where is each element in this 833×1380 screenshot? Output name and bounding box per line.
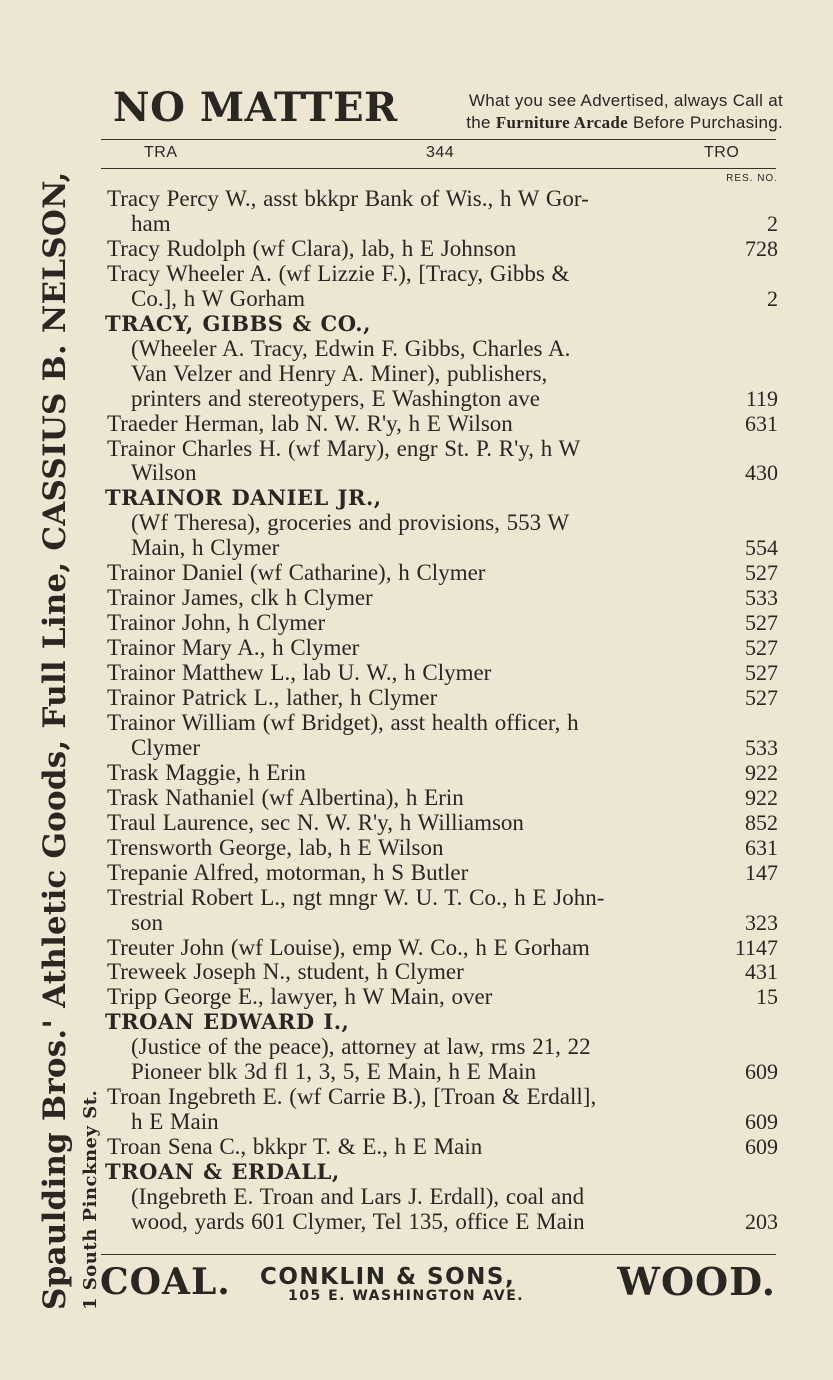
entry-text: Co.], h W Gorham: [131, 285, 305, 311]
residence-number: 15: [756, 984, 778, 1010]
residence-number: 609: [745, 1109, 778, 1135]
directory-line: [107, 860, 468, 885]
side-advertisement: Spaulding Bros.' Athletic Goods, Full Line, CASSIUS B. NELSON,: [37, 171, 73, 1310]
directory-line: [107, 835, 444, 860]
directory-line: [107, 984, 492, 1009]
residence-number: 554: [745, 535, 778, 561]
entry-text: son: [131, 909, 163, 935]
residence-number: 2: [767, 210, 778, 236]
directory-line: [131, 460, 197, 485]
directory-line: [131, 735, 200, 760]
directory-line: [107, 1084, 596, 1109]
directory-line: [131, 1034, 591, 1059]
entry-text: ham: [131, 210, 171, 236]
entry-heading: [105, 485, 382, 510]
directory-line: [107, 560, 485, 585]
directory-line: [107, 810, 524, 835]
residence-number-label: RES. NO.: [726, 173, 778, 184]
entry-text: Trainor Charles H. (wf Mary), engr St. P. R'y, h W: [107, 435, 581, 461]
residence-number: 922: [745, 759, 778, 785]
residence-number: 119: [745, 385, 778, 411]
directory-line: [107, 1134, 482, 1159]
residence-number: 1147: [734, 934, 778, 960]
directory-line: [107, 760, 306, 785]
entry-text: Tracy Rudolph (wf Clara), lab, h E Johnson: [107, 235, 517, 261]
entry-text: (Wheeler A. Tracy, Edwin F. Gibbs, Charles A.: [131, 335, 571, 361]
entry-text: Trainor Patrick L., lather, h Clymer: [107, 685, 438, 710]
entry-text: Trepanie Alfred, motorman, h S Butler: [107, 859, 469, 885]
page-number: 344: [426, 144, 455, 161]
entry-text: Treweek Joseph N., student, h Clymer: [107, 959, 464, 985]
residence-number: 147: [745, 859, 778, 885]
entry-text: (Justice of the peace), attorney at law, rms 21, 22: [131, 1034, 591, 1060]
side-advertisement-address: 1 South Pinckney St.: [80, 1089, 101, 1310]
entry-text: TRACY, GIBBS & CO.,: [105, 310, 371, 336]
residence-number: 431: [745, 959, 778, 985]
directory-line: [107, 610, 325, 635]
bottom-advertisement: [100, 1259, 776, 1312]
directory-line: [107, 710, 579, 735]
entry-text: Treuter John (wf Louise), emp W. Co., h E Gorham: [107, 934, 590, 960]
directory-line: [107, 885, 604, 910]
ad-line2-store: Furniture Arcade: [495, 113, 628, 132]
residence-number: 527: [745, 685, 778, 710]
directory-line: [131, 1059, 536, 1084]
residence-number: 527: [745, 660, 778, 686]
directory-line: [107, 585, 373, 610]
directory-line: [107, 411, 513, 436]
directory-line: [107, 261, 569, 286]
ad-tagline-line1: What you see Advertised, always Call at: [468, 91, 783, 110]
header-bottom-rule: [101, 168, 776, 169]
residence-number: 527: [745, 560, 778, 586]
ad-line2-pre: the: [466, 113, 491, 132]
directory-line: [107, 236, 516, 261]
header-top-rule: [101, 139, 776, 140]
entry-text: Trainor Matthew L., lab U. W., h Clymer: [107, 660, 492, 686]
residence-number: 609: [745, 1059, 778, 1085]
ad-line2-post: Before Purchasing.: [633, 113, 783, 132]
directory-line: [131, 211, 171, 236]
residence-number: 631: [745, 834, 778, 860]
directory-line: [131, 535, 279, 560]
entry-text: Troan Ingebreth E. (wf Carrie B.), [Troan & Erdall],: [107, 1084, 597, 1110]
directory-line: [131, 910, 163, 935]
entry-text: Clymer: [131, 734, 200, 760]
top-advertisement: [113, 84, 783, 140]
ad-company-address: 105 E. WASHINGTON AVE.: [288, 1288, 525, 1304]
entry-text: (Ingebreth E. Troan and Lars J. Erdall), coal and: [131, 1184, 585, 1209]
directory-line: [107, 785, 464, 810]
directory-line: [131, 1184, 584, 1209]
residence-number: 430: [745, 460, 778, 486]
residence-number: 527: [745, 610, 778, 636]
ad-tagline-line2: [466, 112, 783, 134]
residence-number: 631: [745, 410, 778, 436]
entry-text: printers and stereotypers, E Washington ave: [131, 385, 540, 411]
entry-text: Troan Sena C., bkkpr T. & E., h E Main: [107, 1134, 483, 1160]
directory-line: [107, 959, 464, 984]
residence-number: 728: [745, 235, 778, 261]
directory-line: [107, 685, 437, 710]
entry-heading: [105, 1009, 349, 1034]
entry-heading: [105, 311, 371, 336]
entry-text: Trainor Mary A., h Clymer: [107, 635, 360, 661]
entry-text: Trensworth George, lab, h E Wilson: [107, 834, 444, 860]
residence-number: 323: [745, 909, 778, 935]
entry-text: TRAINOR DANIEL JR.,: [105, 485, 382, 511]
directory-line: [107, 186, 589, 211]
ad-headline: NO MATTER: [113, 84, 398, 131]
entry-text: TROAN EDWARD I.,: [105, 1009, 350, 1035]
entry-text: Wilson: [131, 460, 197, 486]
header-right-guide: TRO: [704, 144, 740, 161]
residence-number: 609: [745, 1134, 778, 1160]
entry-text: Tracy Wheeler A. (wf Lizzie F.), [Tracy, Gibbs &: [107, 260, 570, 286]
directory-line: [107, 635, 359, 660]
directory-line: [131, 361, 547, 386]
residence-number: 533: [745, 585, 778, 611]
directory-line: [131, 1109, 219, 1134]
entry-text: Tripp George E., lawyer, h W Main, over: [107, 984, 493, 1010]
residence-number: 922: [745, 784, 778, 810]
directory-line: [131, 510, 569, 535]
entry-text: (Wf Theresa), groceries and provisions, 553 W: [131, 510, 570, 536]
ad-coal: COAL.: [100, 1261, 231, 1303]
directory-line: [131, 1209, 585, 1234]
ad-wood: WOOD.: [617, 1259, 776, 1304]
residence-number: 527: [745, 635, 778, 661]
directory-line: [131, 286, 305, 311]
entry-text: Traeder Herman, lab N. W. R'y, h E Wilson: [107, 410, 513, 436]
directory-line: [107, 935, 590, 960]
residence-number: 2: [767, 285, 778, 311]
entry-text: wood, yards 601 Clymer, Tel 135, office E Main: [131, 1208, 585, 1234]
entry-text: Trask Maggie, h Erin: [107, 759, 306, 785]
entry-text: Pioneer blk 3d fl 1, 3, 5, E Main, h E Main: [131, 1059, 537, 1085]
directory-line: [131, 386, 540, 411]
entry-text: Trestrial Robert L., ngt mngr W. U. T. Co., h E John-: [107, 884, 605, 910]
entry-text: Trainor William (wf Bridget), asst health officer, h: [107, 709, 579, 735]
ad-company: CONKLIN & SONS,: [260, 1264, 516, 1290]
entry-text: Tracy Percy W., asst bkkpr Bank of Wis., h W Gor-: [107, 186, 589, 211]
entry-text: Trainor Daniel (wf Catharine), h Clymer: [107, 560, 486, 586]
footer-rule: [101, 1254, 776, 1255]
entry-text: Traul Laurence, sec N. W. R'y, h Williamson: [107, 809, 524, 835]
residence-number: 203: [745, 1208, 778, 1234]
directory-line: [107, 660, 491, 685]
entry-text: TROAN & ERDALL,: [105, 1159, 340, 1185]
ad-tagline: [466, 90, 783, 134]
entry-text: Trainor James, clk h Clymer: [107, 585, 373, 611]
entry-text: Trainor John, h Clymer: [107, 610, 326, 636]
entry-text: Van Velzer and Henry A. Miner), publishers,: [131, 360, 548, 386]
entry-text: h E Main: [131, 1109, 219, 1135]
directory-line: [131, 336, 570, 361]
directory-line: [107, 436, 580, 461]
residence-number: 852: [745, 809, 778, 835]
header-left-guide: TRA: [144, 144, 178, 161]
residence-number: 533: [745, 734, 778, 760]
entry-heading: [105, 1159, 340, 1184]
entry-text: Trask Nathaniel (wf Albertina), h Erin: [107, 784, 464, 810]
entry-text: Main, h Clymer: [131, 535, 280, 561]
